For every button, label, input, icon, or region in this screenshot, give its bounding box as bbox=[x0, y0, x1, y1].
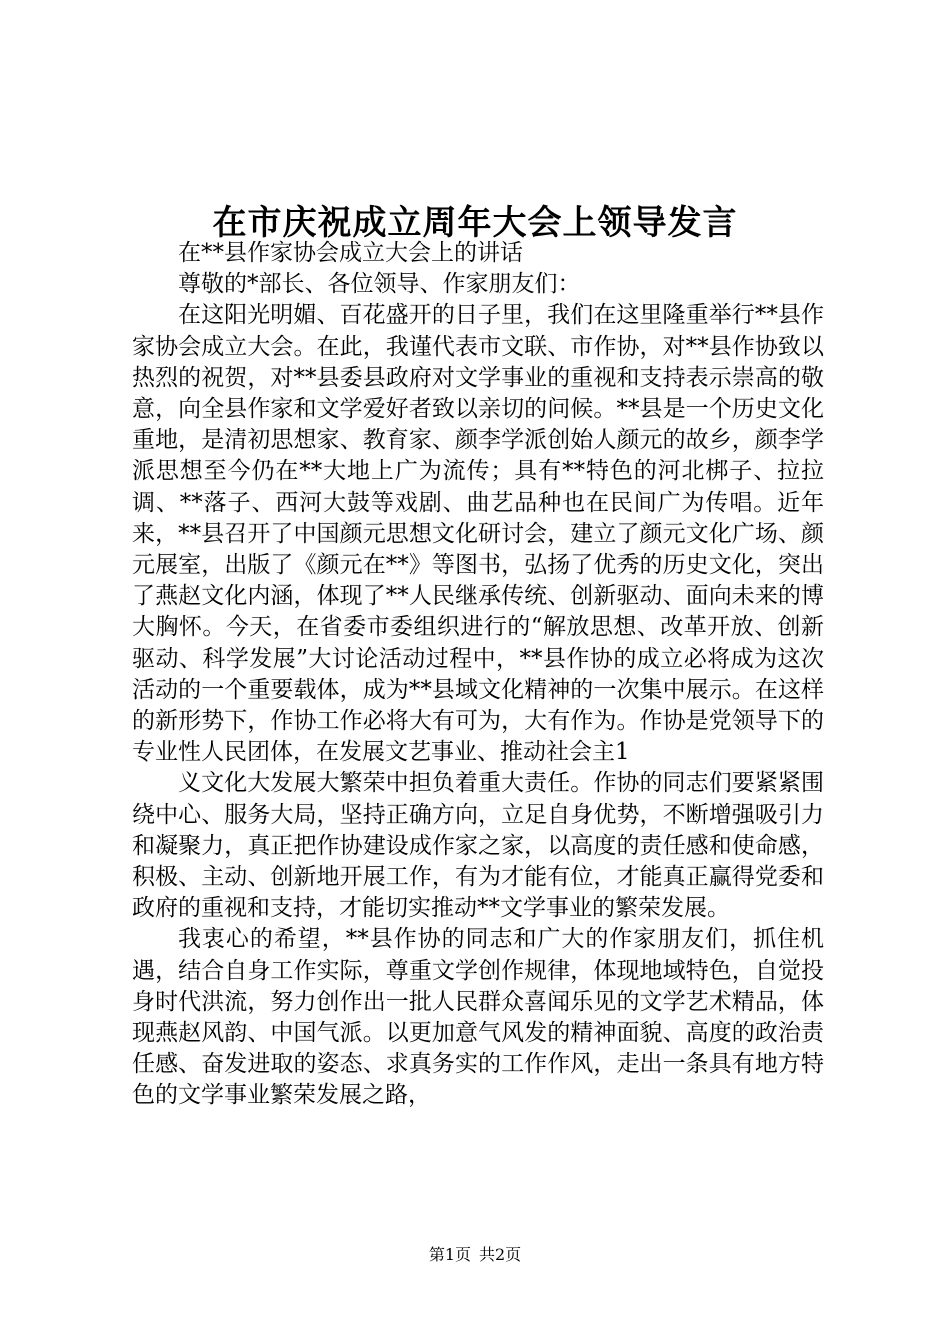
salutation: 尊敬的*部长、各位领导、作家朋友们： bbox=[178, 271, 581, 298]
speech-subtitle: 在**县作家协会成立大会上的讲话 bbox=[178, 240, 523, 266]
page-footer bbox=[0, 1242, 950, 1265]
body-paragraph: 在这阳光明媚、百花盛开的日子里，我们在这里隆重举行**县作家协会成立大会。在此，我谨代表市文联、市作协，对**县作协致以热烈的祝贺，对**县委县政府对文学事业的重视和支持表示崇高的敬意，向全县作家和文学爱好者致以亲切的问候。**县是一个历史文化重地，是清初思想家、教育家、颜李学派创始人颜元的故乡，颜李学派思想至今仍在**大地上广为流传；具有**特色的河北梆子、拉拉调、**落子、西河大鼓等戏剧、曲艺品种也在民间广为传唱。近年来，**县召开了中国颜元思想文化研讨会，建立了颜元文化广场、颜元展室，出版了《颜元在**》等图书，弘扬了优秀的历史文化，突出了燕赵文化内涵，体现了**人民继承传统、创新驱动、面向未来的博大胸怀。今天，在省委市委组织进行的“解放思想、改革开放、创新驱动、科学发展”大讨论活动过程中，**县作协的成立必将成为这次活动的一个重要载体，成为**县域文化精神的一次集中展示。在这样的新形势下，作协工作必将大有可为，大有作为。作协是党领导下的专业性人民团体，在发展文艺事业、推动社会主1 bbox=[132, 302, 824, 766]
body-paragraph: 我衷心的希望，**县作协的同志和广大的作家朋友们，抓住机遇，结合自身工作实际，尊重文学创作规律，体现地域特色，自觉投身时代洪流，努力创作出一批人民群众喜闻乐见的文学艺术精品，体现燕赵风韵、中国气派。以更加意气风发的精神面貌、高度的政治责任感、奋发进取的姿态、求真务实的工作作风，走出一条具有地方特色的文学事业繁荣发展之路， bbox=[132, 926, 824, 1109]
page-total: 共2页 bbox=[479, 1245, 522, 1264]
page-number: 第1页 bbox=[428, 1245, 471, 1264]
body-paragraph: 义文化大发展大繁荣中担负着重大责任。作协的同志们要紧紧围绕中心、服务大局，坚持正确方向，立足自身优势，不断增强吸引力和凝聚力，真正把作协建设成作家之家，以高度的责任感和使命感，积极、主动、创新地开展工作，有为才能有位，才能真正赢得党委和政府的重视和支持，才能切实推动**文学事业的繁荣发展。 bbox=[132, 770, 824, 922]
document-title: 在市庆祝成立周年大会上领导发言 bbox=[212, 202, 738, 243]
document-body bbox=[132, 238, 824, 1112]
